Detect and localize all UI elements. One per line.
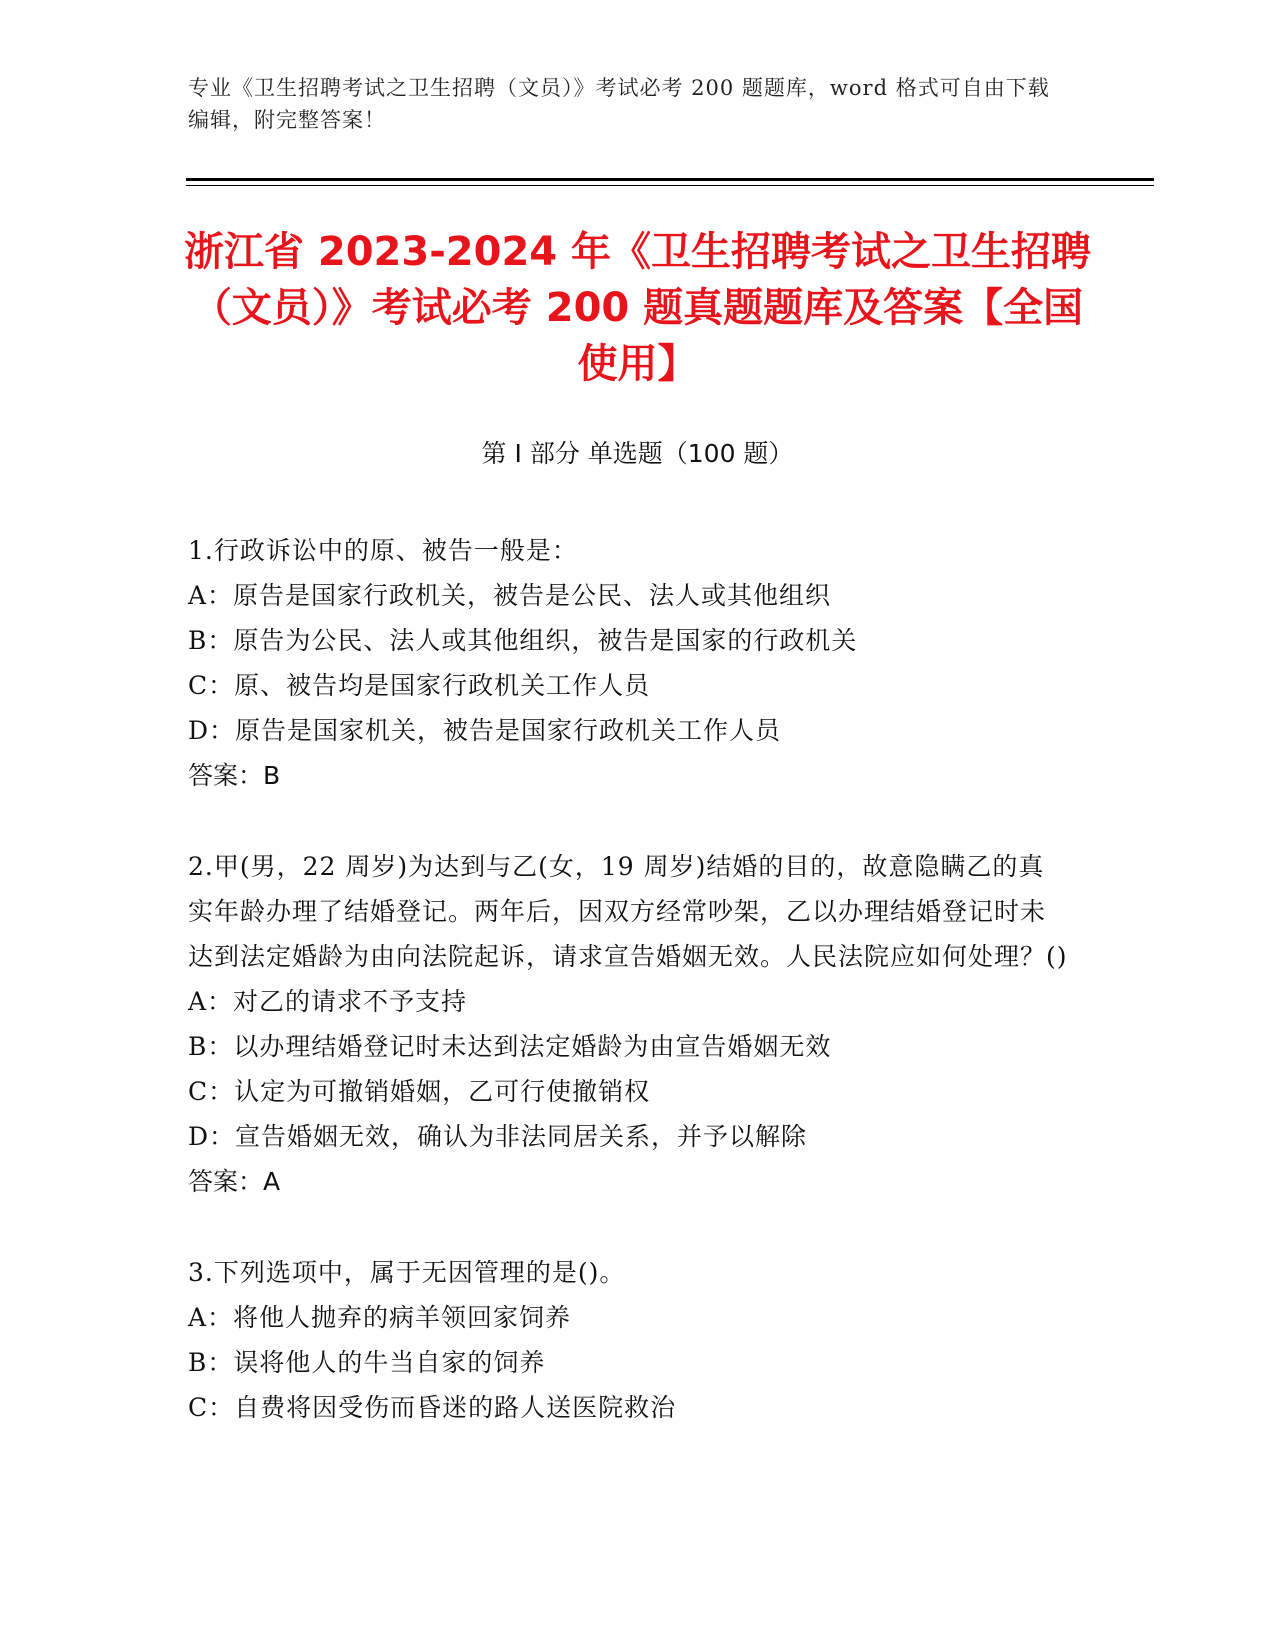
option-b: B：误将他人的牛当自家的饲养: [188, 1348, 546, 1377]
option-b: B：原告为公民、法人或其他组织，被告是国家的行政机关: [188, 626, 858, 655]
option-a: A：原告是国家行政机关，被告是公民、法人或其他组织: [188, 581, 832, 610]
question-2: [188, 844, 1068, 1204]
option-d: D：宣告婚姻无效，确认为非法同居关系，并予以解除: [188, 1122, 808, 1151]
question-list: [188, 528, 1068, 1476]
option-a: A：将他人抛弃的病羊领回家饲养: [188, 1303, 572, 1332]
header-note: 专业《卫生招聘考试之卫生招聘（文员）》考试必考 200 题题库，word 格式可自由下载编辑，附完整答案！: [188, 76, 1050, 132]
header-rule-thin: [186, 185, 1154, 186]
answer-label: 答案：B: [188, 761, 281, 790]
document-title: 浙江省 2023-2024 年《卫生招聘考试之卫生招聘（文员）》考试必考 200 题真题题库及答案【全国使用】: [183, 229, 1092, 387]
option-d: D：原告是国家机关，被告是国家行政机关工作人员: [188, 716, 782, 745]
question-stem: 2.甲(男，22 周岁)为达到与乙(女，19 周岁)结婚的目的，故意隐瞒乙的真实年龄办理了结婚登记。两年后，因双方经常吵架，乙以办理结婚登记时未达到法定婚龄为由向法院起诉，请求宣告婚姻无效。人民法院应如何处理？(): [188, 852, 1068, 971]
question-stem: 1.行政诉讼中的原、被告一般是：: [188, 536, 578, 565]
header-rule-thick: [186, 178, 1154, 181]
option-c: C：自费将因受伤而昏迷的路人送医院救治: [188, 1393, 677, 1422]
option-c: C：原、被告均是国家行政机关工作人员: [188, 671, 651, 700]
question-stem: 3.下列选项中，属于无因管理的是()。: [188, 1258, 626, 1287]
question-3: [188, 1250, 1068, 1430]
option-a: A：对乙的请求不予支持: [188, 987, 468, 1016]
option-b: B：以办理结婚登记时未达到法定婚龄为由宣告婚姻无效: [188, 1032, 832, 1061]
section-title: 第 I 部分 单选题（100 题）: [481, 439, 794, 468]
question-1: [188, 528, 1068, 798]
option-c: C：认定为可撤销婚姻，乙可行使撤销权: [188, 1077, 651, 1106]
answer-label: 答案：A: [188, 1167, 281, 1196]
